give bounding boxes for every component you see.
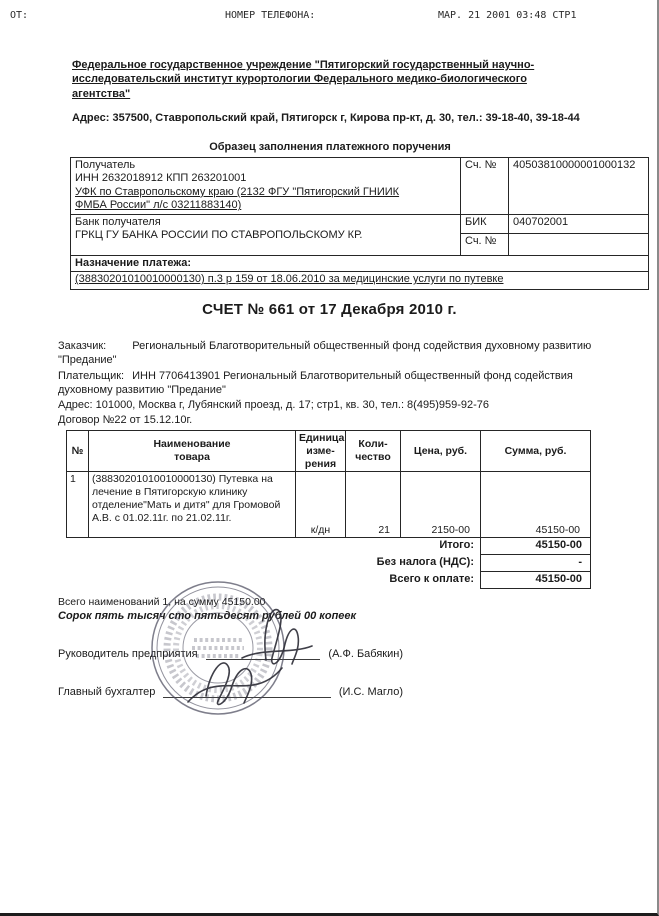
header-unit: Единица измерения bbox=[296, 431, 346, 472]
payer-name: ИНН 7706413901 Региональный Благотворительный общественный фонд содействия духовному развитию "Предание" bbox=[58, 369, 573, 396]
tax-spacer bbox=[67, 555, 346, 572]
item-num: 1 bbox=[67, 472, 89, 538]
items-count-line: Всего наименований 1, на сумму 45150.00 bbox=[58, 596, 266, 608]
accountant-signature-line bbox=[163, 686, 330, 698]
parties-block bbox=[58, 339, 610, 429]
recipient-row bbox=[71, 158, 649, 215]
grand-total-value: 45150-00 bbox=[481, 572, 591, 589]
customer-line bbox=[58, 339, 610, 368]
tax-row bbox=[67, 555, 591, 572]
header-price: Цена, руб. bbox=[401, 431, 481, 472]
corr-account-label: Сч. № bbox=[461, 233, 509, 255]
bank-details-table bbox=[70, 157, 649, 290]
item-unit: к/дн bbox=[296, 472, 346, 538]
payer-line bbox=[58, 369, 610, 398]
accountant-signature-row bbox=[58, 686, 403, 698]
total-row bbox=[67, 538, 591, 555]
item-sum: 45150-00 bbox=[481, 472, 591, 538]
bank-row bbox=[71, 214, 649, 233]
bank-label: Банк получателя bbox=[75, 215, 161, 228]
total-value: 45150-00 bbox=[481, 538, 591, 555]
purpose-label: Назначение платежа: bbox=[71, 255, 649, 271]
corr-account-value bbox=[509, 233, 649, 255]
fax-header bbox=[0, 10, 657, 24]
recipient-name: УФК по Ставропольскому краю (2132 ФГУ "Пятигорский ГНИИК ФМБА России" л/с 03211883140) bbox=[75, 185, 400, 212]
tax-value: - bbox=[481, 555, 591, 572]
recipient-label: Получатель bbox=[75, 159, 136, 171]
invoice-title: СЧЕТ № 661 от 17 Декабря 2010 г. bbox=[202, 301, 457, 318]
payer-address: Адрес: 101000, Москва г, Лубянский проезд, д. 17; стр1, кв. 30, тел.: 8(495)959-92-76 bbox=[58, 399, 490, 412]
bik-value: 040702001 bbox=[509, 214, 649, 233]
recipient-inn-kpp: ИНН 2632018912 КПП 263201001 bbox=[75, 172, 247, 185]
bik-label: БИК bbox=[461, 214, 509, 233]
account-number: 40503810000001000132 bbox=[509, 158, 649, 215]
purpose-text: (38830201010010000130) п.3 р 159 от 18.06.2010 за медицинские услуги по путевке bbox=[75, 273, 504, 286]
payer-label: Плательщик: bbox=[58, 369, 125, 382]
total-spacer bbox=[67, 538, 346, 555]
item-qty: 21 bbox=[346, 472, 401, 538]
header-qty: Количество bbox=[346, 431, 401, 472]
customer-label: Заказчик: bbox=[58, 340, 107, 352]
grand-total-row bbox=[67, 572, 591, 589]
organization-name: Федеральное государственное учреждение "Пятигорский государственный научно-исследовательский институт курортологии Федерального медико-биологического агентства" bbox=[72, 59, 535, 100]
items-header-row bbox=[67, 431, 591, 472]
fax-from-label: ОТ: bbox=[10, 10, 29, 21]
fax-timestamp: МАР. 21 2001 03:48 СТР1 bbox=[438, 10, 577, 21]
item-name: (38830201010010000130) Путевка на лечение в Пятигорскую клинику отделение"Мать и дитя" для Громовой А.В. с 01.02.11г. по 21.02.11г. bbox=[89, 472, 296, 538]
contract-line: Договор №22 от 15.12.10г. bbox=[58, 414, 193, 427]
invoice-items-table bbox=[66, 430, 591, 589]
purpose-text-cell bbox=[71, 272, 649, 290]
tax-label: Без налога (НДС): bbox=[376, 555, 474, 568]
account-label: Сч. № bbox=[461, 158, 509, 215]
director-label: Руководитель предприятия bbox=[58, 648, 198, 660]
accountant-name: (И.С. Магло) bbox=[338, 686, 403, 698]
bank-name: ГРКЦ ГУ БАНКА РОССИИ ПО СТАВРОПОЛЬСКОМУ КР. bbox=[75, 229, 363, 242]
purpose-label-row bbox=[71, 255, 649, 271]
item-price: 2150-00 bbox=[401, 472, 481, 538]
director-signature-line bbox=[206, 648, 321, 660]
grand-total-spacer bbox=[67, 572, 346, 589]
accountant-signature-icon bbox=[188, 663, 282, 704]
header-name: Наименование товара bbox=[89, 431, 296, 472]
item-row bbox=[67, 472, 591, 538]
bank-cell bbox=[71, 214, 461, 255]
director-name: (А.Ф. Бабякин) bbox=[328, 648, 403, 660]
header-sum: Сумма, руб. bbox=[481, 431, 591, 472]
total-label: Итого: bbox=[439, 539, 474, 552]
organization-address: Адрес: 357500, Ставропольский край, Пятигорск г, Кирова пр-кт, д. 30, тел.: 39-18-40, 39-18-44 bbox=[72, 112, 580, 124]
payment-sample-title: Образец заполнения платежного поручения bbox=[209, 141, 451, 153]
purpose-text-row bbox=[71, 272, 649, 290]
amount-in-words: Сорок пять тысяч сто пятьдесят рублей 00 копеек bbox=[58, 610, 357, 622]
fax-phone-label: НОМЕР ТЕЛЕФОНА: bbox=[225, 10, 316, 21]
accountant-label: Главный бухгалтер bbox=[58, 686, 156, 698]
customer-name: Региональный Благотворительный общественный фонд содействия духовному развитию "Предание" bbox=[58, 340, 592, 367]
director-signature-row bbox=[58, 648, 403, 660]
grand-total-label: Всего к оплате: bbox=[389, 572, 474, 585]
header-num: № bbox=[67, 431, 89, 472]
recipient-cell bbox=[71, 158, 461, 215]
